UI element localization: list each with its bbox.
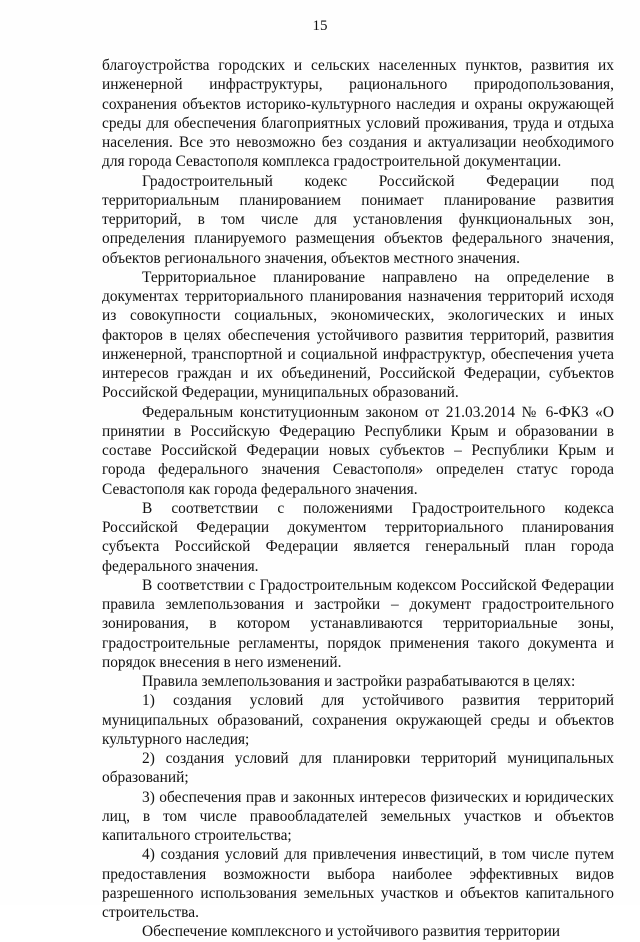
paragraph: В соответствии с положениями Градостроительного кодекса Российской Федерации документом территориального планирования субъекта Российской Федерации является генеральный план города федерального значения. [102,499,614,575]
list-item: 4) создания условий для привлечения инвестиций, в том числе путем предоставления возможности выбора наиболее эффективных видов разрешенного использования земельных участков и объектов капитального строительства. [102,846,614,921]
paragraph: Градостроительный кодекс Российской Федерации под территориальным планированием понимает планирование развития территорий, в том числе для установления функциональных зон, определения планируемого размещения объектов федерального значения, объектов регионального значения, объектов местного значения. [102,172,614,267]
page-number: 15 [312,18,328,34]
paragraph: Федеральным конституционным законом от 21.03.2014 № 6-ФКЗ «О принятии в Российскую Федерацию Республики Крым и образовании в составе Российской Федерации новых субъектов – Республики Крым и города федерального значения Севастополя» определен статус города Севастополя как города федерального значения. [102,403,614,498]
paragraph: Территориальное планирование направлено на определение в документах территориального планирования назначения территорий исходя из совокупности социальных, экономических, экологических и иных факторов в целях обеспечения устойчивого развития территорий, развития инженерной, транспортной и социальной инфраструктур, обеспечения учета интересов граждан и их объединений, Российской Федерации, субъектов Российской Федерации, муниципальных образований. [102,268,614,402]
paragraph: Правила землепользования и застройки разрабатываются в целях: [142,673,576,690]
document-body [102,56,614,942]
paragraph: благоустройства городских и сельских населенных пунктов, развития их инженерной инфраструктуры, рационального природопользования, сохранения объектов историко-культурного наследия и охраны окружающей среды для обеспечения благоприятных условий проживания, труда и отдыха населения. Все это невозможно без создания и актуализации необходимого для города Севастополя комплекса градостроительной документации. [102,57,614,171]
list-item: 1) создания условий для устойчивого развития территорий муниципальных образований, сохранения окружающей среды и объектов культурного наследия; [102,692,614,748]
list-item: 3) обеспечения прав и законных интересов физических и юридических лиц, в том числе правообладателей земельных участков и объектов капитального строительства; [102,788,614,844]
paragraph: Обеспечение комплексного и устойчивого развития территории [142,923,561,941]
list-item: 2) создания условий для планировки территорий муниципальных образований; [102,750,614,787]
paragraph: В соответствии с Градостроительным кодексом Российской Федерации правила землепользования и застройки – документ градостроительного зонирования, в котором устанавливаются территориальные зоны, градостроительные регламенты, порядок применения такого документа и порядок внесения в него изменений. [102,576,614,671]
